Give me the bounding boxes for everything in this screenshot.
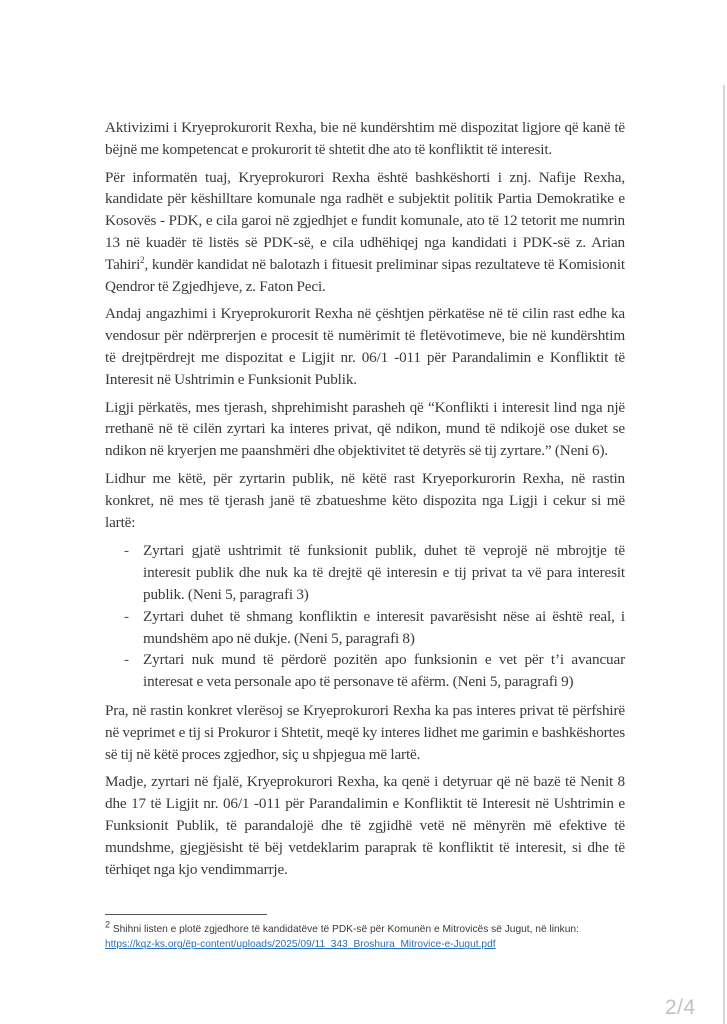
footnote-number: 2 [105, 919, 111, 930]
list-item [105, 540, 625, 605]
list-item [105, 649, 625, 693]
paragraph-7: Madje, zyrtari në fjalë, Kryeprokurori Rexha, ka qenë i detyruar që në bazë të Nenit 8 dhe 17 të Ligjit nr. 06/1 -011 për Parandalimin e Konfliktit të Interesit në Ushtrimin e Funksionit Publik, të parandalojë dhe të zgjidhë vetë në mënyrën më efektive të mundshme, gjegjësisht të bëj vetdeklarim paraprak të konfliktit të interesit, si dhe të tërhiqet nga kjo vendimmarrje. [105, 773, 625, 878]
footnote-reference[interactable]: 2 [140, 254, 145, 265]
footnote [105, 919, 625, 952]
page-edge-scroll-indicator[interactable] [723, 85, 725, 1024]
list-item-text: Zyrtari duhet të shmang konfliktin e interesit pavarësisht nëse ai është real, i mundshëm apo në dukje. (Neni 5, paragrafi 8) [143, 607, 625, 647]
provisions-list [105, 540, 625, 693]
footnote-text: Shihni listen e plotë zgjedhore të kandidatëve të PDK-së për Komunën e Mitrovicës së Jugut, në linkun: [110, 924, 579, 936]
document-body [105, 117, 625, 880]
page-indicator: 2/4 [665, 996, 696, 1019]
dash-bullet-icon: - [124, 542, 129, 560]
footnote-separator [105, 914, 267, 915]
list-item-text: Zyrtari gjatë ushtrimit të funksionit publik, duhet të veprojë në mbrojtje të interesit publik dhe nuk ka të drejtë që interesin e tij privat ta vë para interesit publik. (Neni 5, paragrafi 3) [143, 542, 625, 603]
footnote-line [105, 919, 625, 937]
dash-bullet-icon: - [124, 607, 129, 625]
dash-bullet-icon: - [124, 651, 129, 669]
paragraph-1: Aktivizimi i Kryeprokurorit Rexha, bie në kundërshtim më dispozitat ligjore që kanë të bëjnë me kompetencat e prokurorit të shtetit dhe ato të konfliktit të interesit. [105, 119, 625, 158]
paragraph-2-text: Për informatën tuaj, Kryeprokurori Rexha është bashkëshorti i znj. Nafije Rexha, kandidate për këshilltare komunale nga radhët e subjektit politik Partia Demokratike e Kosovës - PDK, e cila garoi në zgjedhjet e fundit komunale, ato të 12 tetorit me numrin 13 në kuadër të listës së PDK-së, e cila udhëhiqej nga kandidati i PDK-së z. Arian Tahiri [105, 168, 625, 273]
paragraph-2-tail: , kundër kandidat në balotazh i fituesit preliminar sipas rezultateve të Komisionit Qendror të Zgjedhjeve, z. Faton Peci. [105, 255, 625, 295]
footnote-link[interactable]: https://kqz-ks.org/ëp-content/uploads/2025/09/11_343_Broshura_Mitrovice-e-Jugut.pdf [105, 939, 496, 951]
list-item [105, 606, 625, 650]
paragraph-4: Ligji përkatës, mes tjerash, shprehimisht parasheh që “Konflikti i interesit lind nga një rrethanë në të cilën zyrtari ka interes privat, që ndikon, mund të ndikojë ose duket se ndikon në kryerjen me paanshmëri dhe objektivitet të detyrës së tij zyrtare.” (Neni 6). [105, 398, 625, 460]
list-item-text: Zyrtari nuk mund të përdorë pozitën apo funksionin e vet për t’i avancuar interesat e veta personale apo të personave të afërm. (Neni 5, paragrafi 9) [143, 651, 625, 691]
paragraph-3: Andaj angazhimi i Kryeprokurorit Rexha në çështjen përkatëse në të cilin rast edhe ka vendosur për ndërprerjen e procesit të numërimit të fletëvotimeve, bie në kundërshtim të drejtpërdrejt me dispozitat e Ligjit nr. 06/1 -011 për Parandalimin e Konfliktit të Interesit në Ushtrimin e Funksionit Publik. [105, 305, 625, 388]
paragraph-5: Lidhur me këtë, për zyrtarin publik, në këtë rast Kryeporkurorin Rexha, në rastin konkret, në mes të tjerash janë të zbatueshme këto dispozita nga Ligji i cekur si më lartë: [105, 469, 625, 531]
paragraph-6: Pra, në rastin konkret vlerësoj se Kryeprokurori Rexha ka pas interes privat të përfshirë në veprimet e tij si Prokuror i Shtetit, meqë ky interes lidhet me garimin e bashkëshortes së tij në këtë proces zgjedhor, siç u shpjegua më lartë. [105, 701, 625, 763]
paragraph-2 [105, 167, 625, 298]
